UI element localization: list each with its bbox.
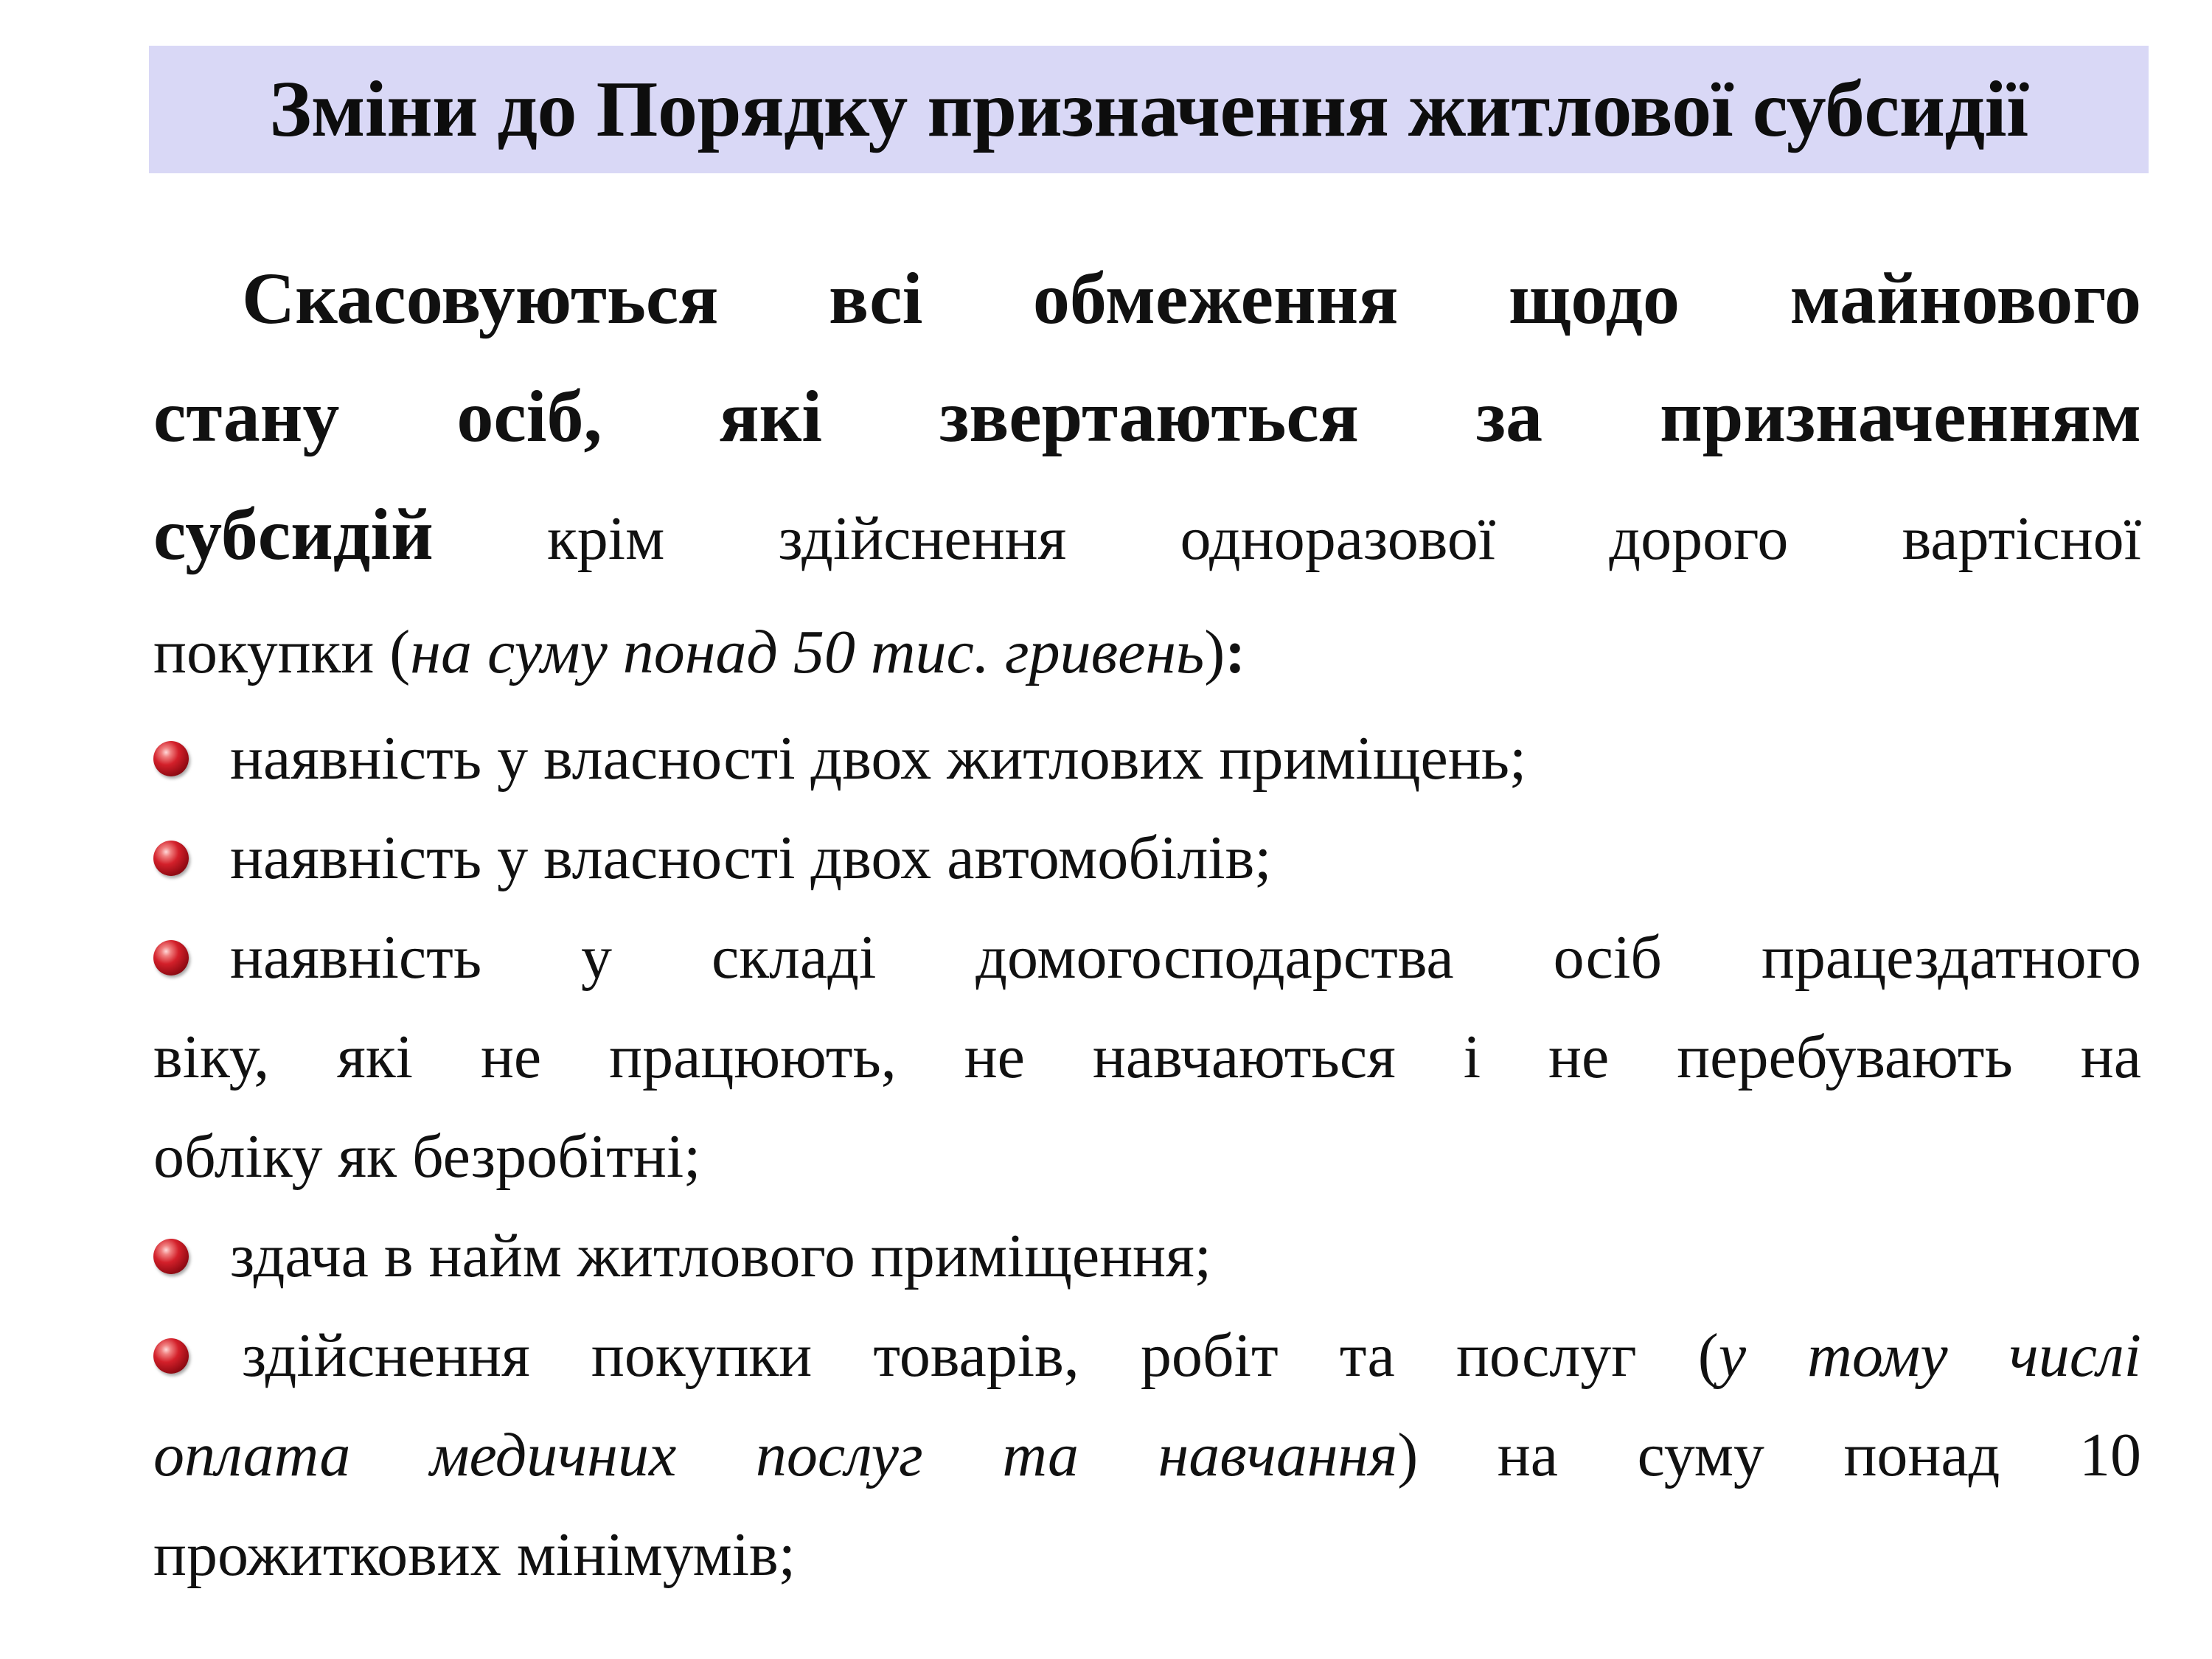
list-item-line [153, 1206, 2141, 1306]
intro-line-4-italic: на суму понад 50 тис. гривень [410, 618, 1205, 686]
intro-line-3-regular: крім здійснення одноразової дорого вартісної [546, 504, 2141, 573]
intro-line-1: Скасовуються всі обмеження щодо майнового [242, 257, 2141, 339]
list-item-text: здійснення покупки товарів, робіт та послуг ( [242, 1321, 1719, 1390]
red-sphere-bullet-icon [153, 940, 189, 975]
list-item-line: віку, які не працюють, не навчаються і не перебувають на [153, 1023, 2141, 1091]
list-item-line [153, 1306, 2141, 1405]
intro-paragraph [153, 240, 2141, 712]
list-item-line: прожиткових мінімумів; [153, 1520, 796, 1589]
list-item [153, 709, 2141, 808]
page-title: Зміни до Порядку призначення житлової субсидії [269, 65, 2028, 153]
list-item [153, 908, 2141, 1206]
slide-content [153, 240, 2141, 1604]
list-item-italic: у тому числі [1718, 1321, 2141, 1390]
list-item [153, 1306, 2141, 1604]
intro-line-4 [153, 594, 2141, 712]
list-item [153, 1206, 2141, 1306]
list-item-text: наявність у власності двох житлових приміщень; [230, 724, 1527, 793]
list-item-line [153, 808, 2141, 908]
title-bar [149, 46, 2149, 173]
list-item-line [153, 1405, 2141, 1505]
intro-line-3-bold: субсидій [153, 493, 434, 575]
intro-line-2: стану осіб, які звертаються за призначенням [153, 375, 2141, 457]
red-sphere-bullet-icon [153, 1239, 189, 1274]
list-item-italic: оплата медичних послуг та навчання [153, 1421, 1398, 1489]
list-item-text: наявність у власності двох автомобілів; [230, 824, 1272, 892]
intro-line-3 [153, 476, 2141, 594]
list-item-text: здача в найм житлового приміщення; [230, 1222, 1212, 1290]
red-sphere-bullet-icon [153, 841, 189, 876]
list-item-text: ) на суму понад 10 [1397, 1421, 2141, 1489]
list-item-line [153, 709, 2141, 808]
conditions-list [153, 709, 2141, 1604]
list-item-line [153, 908, 2141, 1007]
intro-line-4-end: ) [1204, 618, 1225, 686]
red-sphere-bullet-icon [153, 1338, 189, 1374]
red-sphere-bullet-icon [153, 741, 189, 776]
intro-line-4-start: покупки ( [153, 618, 411, 686]
intro-line-4-colon: : [1225, 618, 1246, 686]
list-item-text: наявність у складі домогосподарства осіб працездатного [230, 923, 2141, 992]
list-item [153, 808, 2141, 908]
list-item-line: обліку як безробітні; [153, 1122, 701, 1191]
